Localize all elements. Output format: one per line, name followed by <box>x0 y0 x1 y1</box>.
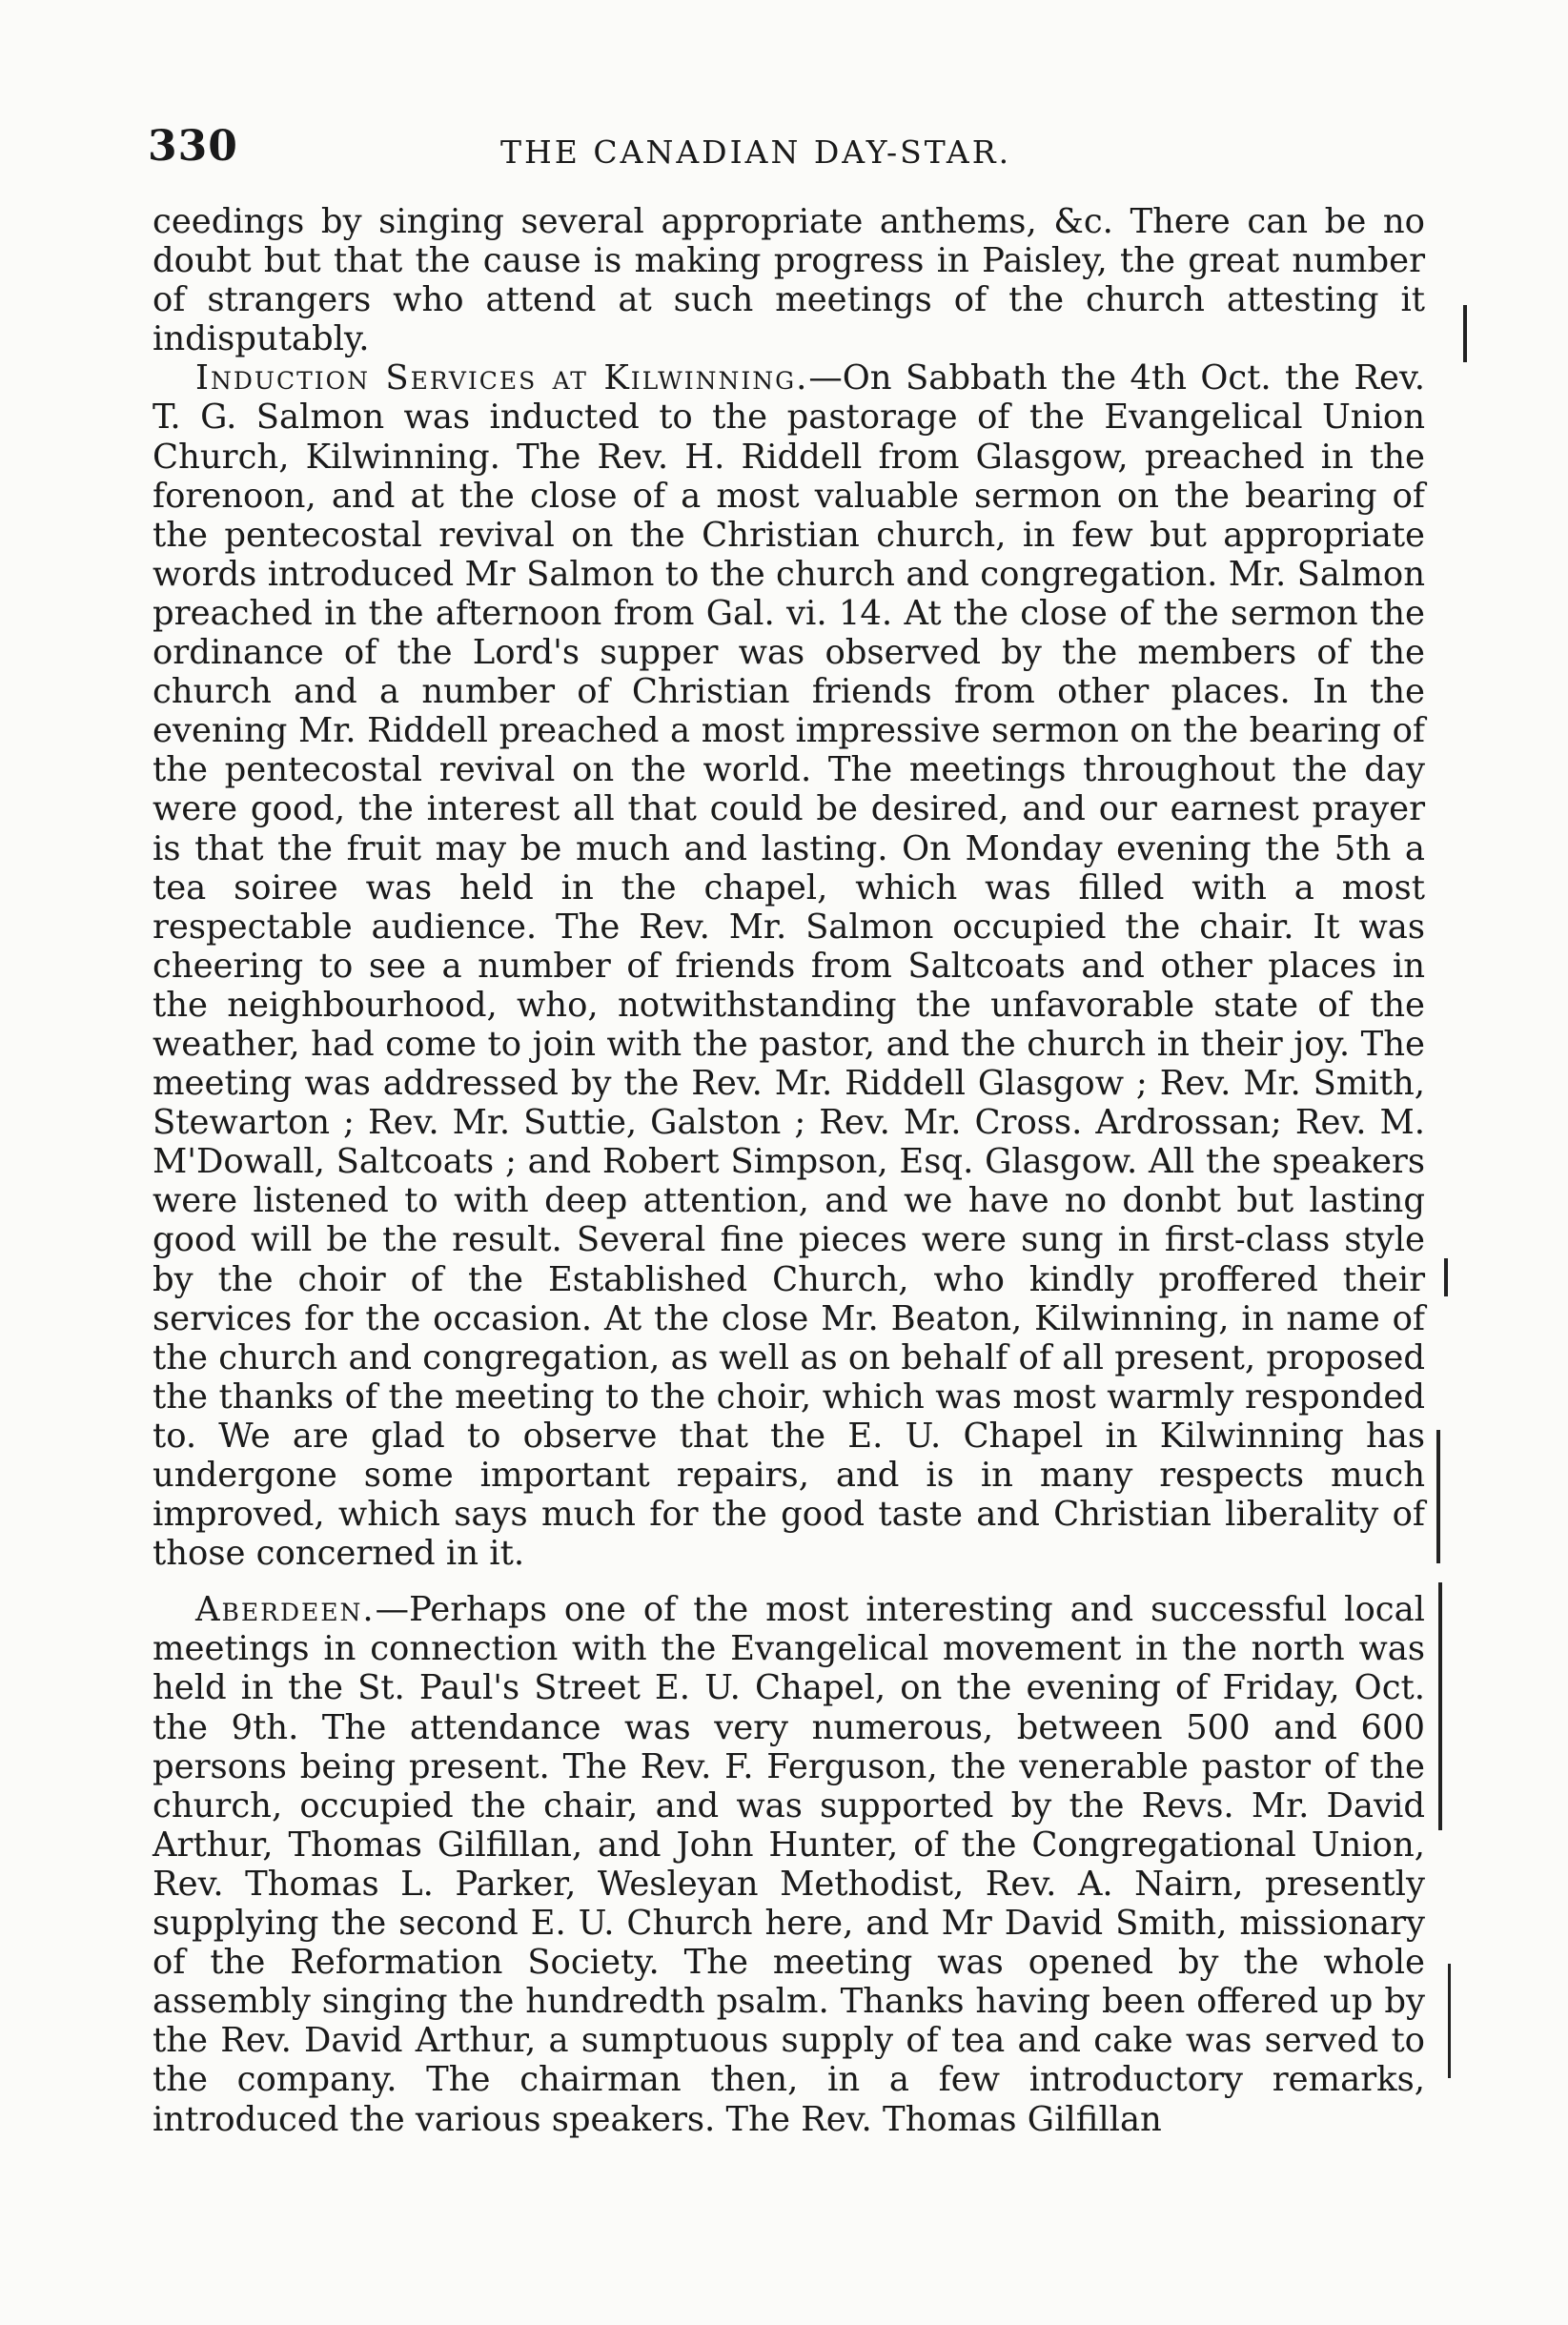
section-heading-kilwinning: Induction Services at Kilwinning. <box>195 358 809 398</box>
paragraph-aberdeen <box>153 1590 1425 2138</box>
page-number: 330 <box>148 122 238 171</box>
paragraph-paisley-continuation <box>153 202 1425 358</box>
margin-scan-marks <box>1463 191 1511 2240</box>
article-body <box>153 202 1425 2139</box>
scan-mark <box>1448 1964 1451 2078</box>
scan-mark <box>1436 1430 1440 1563</box>
paragraph-kilwinning <box>153 358 1425 1573</box>
scan-mark <box>1444 1258 1448 1296</box>
page-header <box>148 122 1430 179</box>
scan-mark <box>1463 305 1467 362</box>
section-heading-aberdeen: Aberdeen. <box>195 1590 376 1630</box>
paragraph-text: —On Sabbath the 4th Oct. the Rev. T. G. Salmon was inducted to the pastorage of the Evangelical Union Church, Kilwinning. The Rev. H. Riddell from Glasgow, preached in the forenoon, and at the close of a most valuable sermon on the bearing of the pentecostal revival on the Christian church, in few but appropriate words introduced Mr Salmon to the church and congregation. Mr. Salmon preached in the afternoon from Gal. vi. 14. At the close of the sermon the ordinance of the Lord's supper was observed by the members of the church and a number of Christian friends from other places. In the evening Mr. Riddell preached a most impressive sermon on the bearing of the pentecostal revival on the world. The meetings throughout the day were good, the interest all that could be desired, and our earnest prayer is that the fruit may be much and lasting. On Monday evening the 5th a tea soiree was held in the chapel, which was filled with a most respectable audience. The Rev. Mr. Salmon occupied the chair. It was cheering to see a number of friends from Saltcoats and other places in the neighbourhood, who, notwithstanding the unfavorable state of the weather, had come to join with the pastor, and the church in their joy. The meeting was addressed by the Rev. Mr. Riddell Glasgow ; Rev. Mr. Smith, Stewarton ; Rev. Mr. Suttie, Galston ; Rev. Mr. Cross. Ardrossan; Rev. M. M'Dowall, Saltcoats ; and Robert Simpson, Esq. Glasgow. All the speakers were listened to with deep attention, and we have no donbt but lasting good will be the result. Several fine pieces were sung in first-class style by the choir of the Established Church, who kindly proffered their services for the occasion. At the close Mr. Beaton, Kilwinning, in name of the church and congregation, as well as on behalf of all present, proposed the thanks of the meeting to the choir, which was most warmly responded to. We are glad to observe that the E. U. Chapel in Kilwinning has undergone some important repairs, and is in many respects much improved, which says much for the good taste and Christian liberality of those concerned in it. <box>153 358 1426 1574</box>
paragraph-text: —Perhaps one of the most interesting and successful local meetings in connection with the Evangelical movement in the north was held in the St. Paul's Street E. U. Chapel, on the evening of Friday, Oct. the 9th. The attendance was very numerous, between 500 and 600 persons being present. The Rev. F. Ferguson, the venerable pastor of the church, occupied the chair, and was supported by the Revs. Mr. David Arthur, Thomas Gilfillan, and John Hunter, of the Congregational Union, Rev. Thomas L. Parker, Wesleyan Methodist, Rev. A. Nairn, presently supplying the second E. U. Church here, and Mr David Smith, missionary of the Reformation Society. The meeting was opened by the whole assembly singing the hundredth psalm. Thanks having been offered up by the Rev. David Arthur, a sumptuous supply of tea and cake was served to the company. The chairman then, in a few introductory remarks, introduced the various speakers. The Rev. Thomas Gilfillan <box>153 1590 1425 2139</box>
running-title: THE CANADIAN DAY-STAR. <box>500 133 1012 171</box>
paragraph-text: ceedings by singing several appropriate anthems, &c. There can be no doubt but that the cause is making progress in Paisley, the great number of strangers who attend at such meetings of the church attesting it indisputably. <box>153 202 1425 359</box>
scan-mark <box>1438 1582 1442 1830</box>
